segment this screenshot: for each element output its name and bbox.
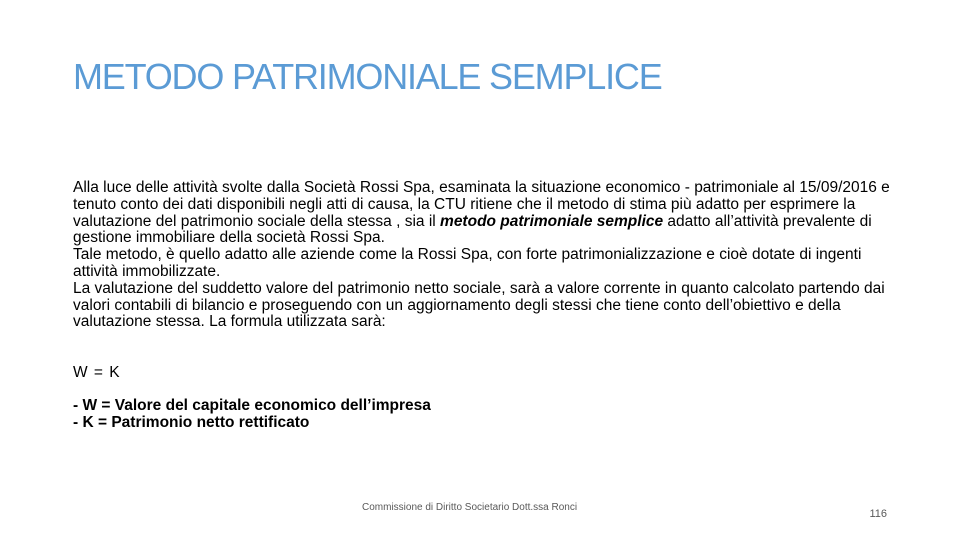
paragraph-intro-text: Alla luce delle attività svolte dalla Società Rossi Spa, esaminata la situazione economico - patrimoniale al 15/09/2016 e tenuto conto dei dati disponibili negli atti di causa, la CTU ritiene che il metodo di stima più adatto per esprimere la valutazione del patrimonio sociale della stessa , sia il [73, 179, 890, 230]
definition-k: - K = Patrimonio netto rettificato [73, 414, 310, 431]
slide-title: METODO PATRIMONIALE SEMPLICE [73, 56, 662, 97]
formula-definitions [73, 397, 431, 431]
page-number: 116 [869, 508, 887, 520]
paragraph-intro-tail: adatto all’attività prevalente di gestione immobiliare della società Rossi Spa. [73, 212, 872, 247]
paragraph-intro [73, 180, 893, 247]
method-emphasis: metodo patrimoniale semplice [440, 212, 664, 230]
formula: W = K [73, 364, 121, 381]
definition-w: - W = Valore del capitale economico dell’impresa [73, 397, 431, 414]
paragraph-valuation: La valutazione del suddetto valore del patrimonio netto sociale, sarà a valore corrente in quanto calcolato partendo dai valori contabili di bilancio e proseguendo con un aggiornamento degli stessi che tiene conto dell’obiettivo e della valutazione stessa. La formula utilizzata sarà: [73, 279, 885, 331]
paragraph-method: Tale metodo, è quello adatto alle aziende come la Rossi Spa, con forte patrimonializzazione e cioè dotate di ingenti attività immobilizzate. [73, 246, 862, 280]
slide-footer: Commissione di Diritto Societario Dott.ssa Ronci [362, 502, 578, 513]
body-text [73, 180, 893, 331]
